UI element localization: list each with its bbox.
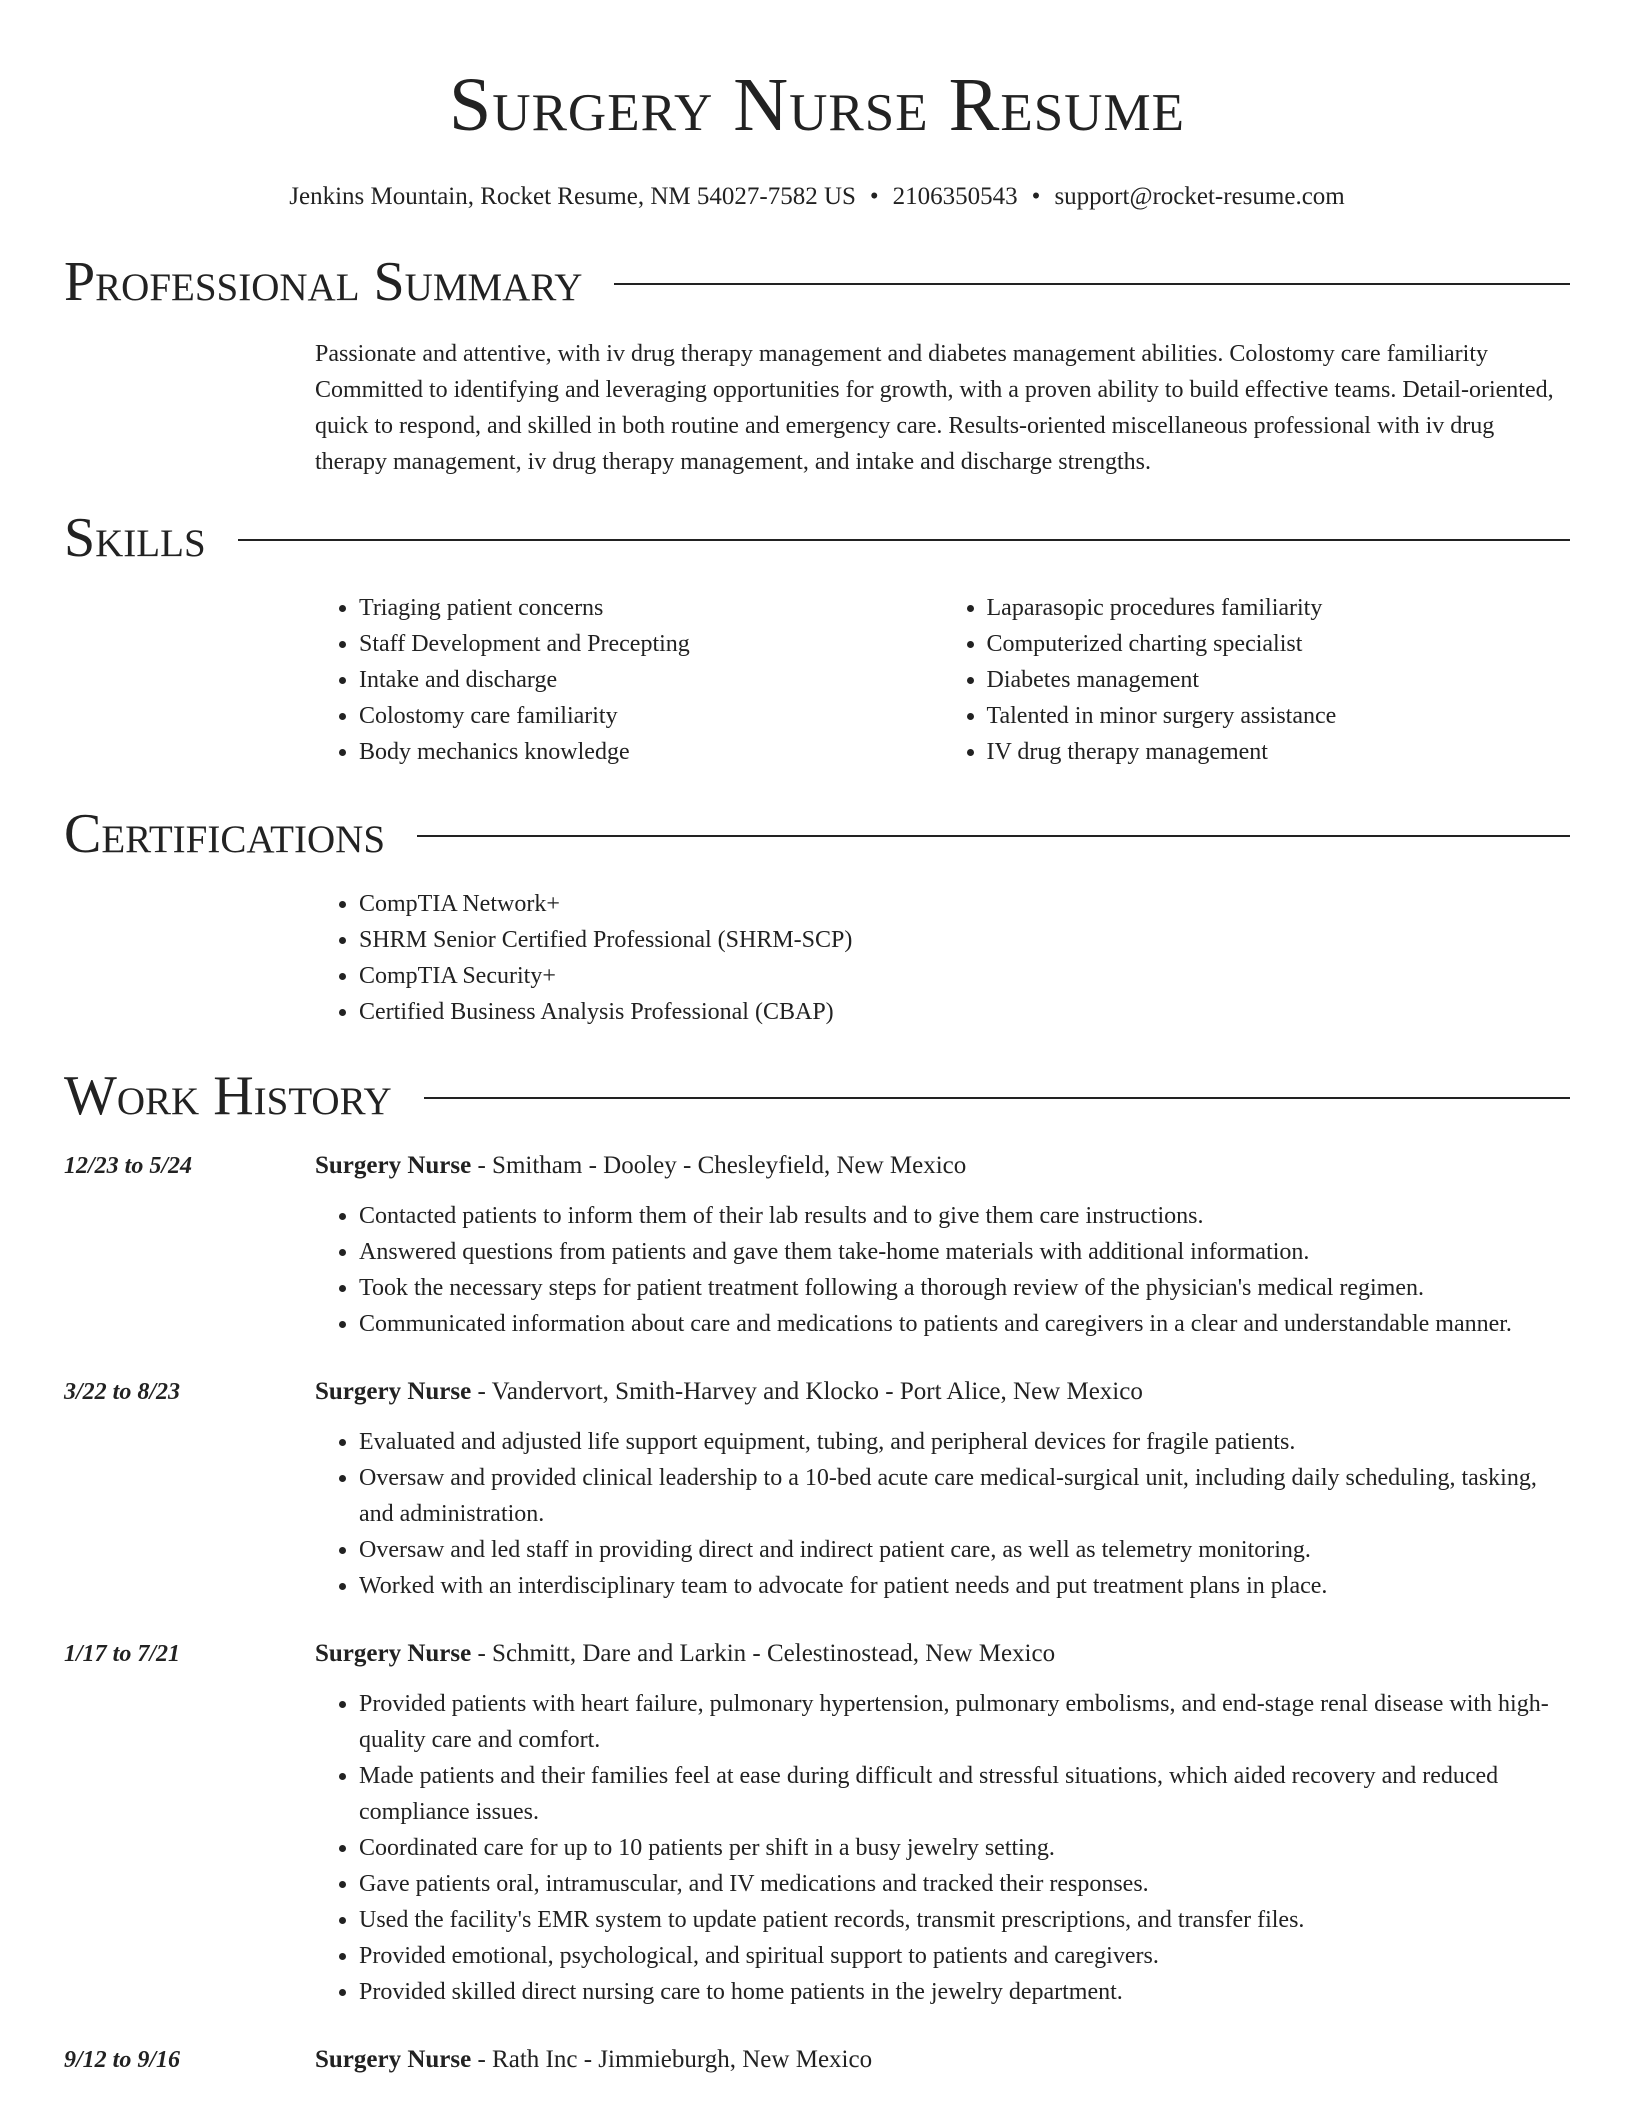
contact-address: Jenkins Mountain, Rocket Resume, NM 54027-7582 US bbox=[289, 183, 856, 210]
job-duty: • Oversaw and led staff in providing direct and indirect patient care, as well as telemetry monitoring. bbox=[359, 1532, 1570, 1568]
skills-section bbox=[64, 506, 1570, 770]
job-dates: 3/22 to 8/23 bbox=[64, 1379, 181, 1405]
job-duties bbox=[315, 1686, 1570, 2010]
job-role: Surgery Nurse bbox=[315, 1152, 472, 1179]
contact-phone: 2106350543 bbox=[892, 183, 1018, 210]
certification-item: • CompTIA Network+ bbox=[359, 886, 1570, 922]
job-title-line bbox=[315, 1636, 1570, 1672]
job-employer: - Vandervort, Smith-Harvey and Klocko - Port Alice, New Mexico bbox=[471, 1378, 1143, 1405]
job-duty: • Worked with an interdisciplinary team to advocate for patient needs and put treatment plans in place. bbox=[359, 1568, 1570, 1604]
job-duty: • Evaluated and adjusted life support equipment, tubing, and peripheral devices for fragile patients. bbox=[359, 1424, 1570, 1460]
certifications-section bbox=[64, 802, 1570, 1030]
section-divider bbox=[417, 835, 1570, 837]
job-entry bbox=[64, 1374, 1570, 1604]
summary-heading: Professional Summary bbox=[64, 251, 583, 313]
job-duty: • Communicated information about care and medications to patients and caregivers in a clear and understandable manner. bbox=[359, 1306, 1570, 1342]
skill-item: • Computerized charting specialist bbox=[987, 626, 1571, 662]
job-duty: • Made patients and their families feel at ease during difficult and stressful situations, which aided recovery and reduced compliance issues. bbox=[359, 1758, 1570, 1830]
job-duty: • Provided emotional, psychological, and spiritual support to patients and caregivers. bbox=[359, 1938, 1570, 1974]
job-duty: • Answered questions from patients and gave them take-home materials with additional information. bbox=[359, 1234, 1570, 1270]
skill-item: • Laparasopic procedures familiarity bbox=[987, 590, 1571, 626]
summary-header bbox=[64, 250, 1570, 314]
job-duty: • Provided skilled direct nursing care to home patients in the jewelry department. bbox=[359, 1974, 1570, 2010]
certifications-list bbox=[315, 886, 1570, 1030]
skill-item: • Triaging patient concerns bbox=[359, 590, 943, 626]
section-divider bbox=[424, 1097, 1570, 1099]
certification-item: • SHRM Senior Certified Professional (SHRM-SCP) bbox=[359, 922, 1570, 958]
contact-email: support@rocket-resume.com bbox=[1054, 183, 1345, 210]
work-history-heading: Work History bbox=[64, 1065, 392, 1127]
skill-item: • Talented in minor surgery assistance bbox=[987, 698, 1571, 734]
job-employer: - Rath Inc - Jimmieburgh, New Mexico bbox=[471, 2046, 873, 2073]
job-duties bbox=[315, 1424, 1570, 1604]
certifications-heading: Certifications bbox=[64, 803, 386, 865]
job-entry bbox=[64, 2042, 1570, 2078]
job-dates: 9/12 to 9/16 bbox=[64, 2047, 181, 2073]
skills-list-right bbox=[943, 590, 1571, 770]
job-title-line bbox=[315, 1374, 1570, 1410]
work-history-section bbox=[64, 1064, 1570, 2078]
job-duty: • Gave patients oral, intramuscular, and IV medications and tracked their responses. bbox=[359, 1866, 1570, 1902]
skill-item: • Diabetes management bbox=[987, 662, 1571, 698]
skill-item: • Intake and discharge bbox=[359, 662, 943, 698]
skills-heading: Skills bbox=[64, 507, 206, 569]
job-role: Surgery Nurse bbox=[315, 1378, 472, 1405]
resume-title: Surgery Nurse Resume bbox=[449, 63, 1185, 147]
certifications-header bbox=[64, 802, 1570, 866]
job-employer: - Smitham - Dooley - Chesleyfield, New Mexico bbox=[471, 1152, 967, 1179]
job-duty: • Coordinated care for up to 10 patients per shift in a busy jewelry setting. bbox=[359, 1830, 1570, 1866]
resume-page bbox=[64, 0, 1570, 2078]
certification-item: • Certified Business Analysis Professional (CBAP) bbox=[359, 994, 1570, 1030]
summary-text: Passionate and attentive, with iv drug therapy management and diabetes management abilities. Colostomy care familiarity Committed to identifying and leveraging opportunities for growth, with a proven ability to build effective teams. Detail-oriented, quick to respond, and skilled in both routine and emergency care. Results-oriented miscellaneous professional with iv drug therapy management, iv drug therapy management, and intake and discharge strengths. bbox=[315, 341, 1554, 475]
job-role: Surgery Nurse bbox=[315, 2046, 472, 2073]
job-employer: - Schmitt, Dare and Larkin - Celestinostead, New Mexico bbox=[471, 1640, 1056, 1667]
skills-header bbox=[64, 506, 1570, 570]
skill-item: • IV drug therapy management bbox=[987, 734, 1571, 770]
job-entry bbox=[64, 1148, 1570, 1342]
job-duties bbox=[315, 1198, 1570, 1342]
job-duty: • Provided patients with heart failure, pulmonary hypertension, pulmonary embolisms, and end-stage renal disease with high-quality care and comfort. bbox=[359, 1686, 1570, 1758]
section-divider bbox=[614, 283, 1570, 285]
contact-separator: • bbox=[1031, 183, 1041, 210]
work-history-header bbox=[64, 1064, 1570, 1128]
job-dates: 1/17 to 7/21 bbox=[64, 1641, 181, 1667]
job-title-line bbox=[315, 2042, 1570, 2078]
certification-item: • CompTIA Security+ bbox=[359, 958, 1570, 994]
job-dates: 12/23 to 5/24 bbox=[64, 1153, 193, 1179]
contact-separator: • bbox=[869, 183, 879, 210]
skill-item: • Staff Development and Precepting bbox=[359, 626, 943, 662]
job-duty: • Used the facility's EMR system to update patient records, transmit prescriptions, and transfer files. bbox=[359, 1902, 1570, 1938]
contact-line bbox=[64, 182, 1570, 212]
skills-list-left bbox=[315, 590, 943, 770]
job-role: Surgery Nurse bbox=[315, 1640, 472, 1667]
skill-item: • Colostomy care familiarity bbox=[359, 698, 943, 734]
job-duty: • Contacted patients to inform them of their lab results and to give them care instructions. bbox=[359, 1198, 1570, 1234]
job-duty: • Oversaw and provided clinical leadership to a 10-bed acute care medical-surgical unit, including daily scheduling, tasking, and administration. bbox=[359, 1460, 1570, 1532]
summary-section bbox=[64, 250, 1570, 480]
skill-item: • Body mechanics knowledge bbox=[359, 734, 943, 770]
job-duty: • Took the necessary steps for patient treatment following a thorough review of the physician's medical regimen. bbox=[359, 1270, 1570, 1306]
section-divider bbox=[238, 539, 1570, 541]
job-title-line bbox=[315, 1148, 1570, 1184]
job-entry bbox=[64, 1636, 1570, 2010]
